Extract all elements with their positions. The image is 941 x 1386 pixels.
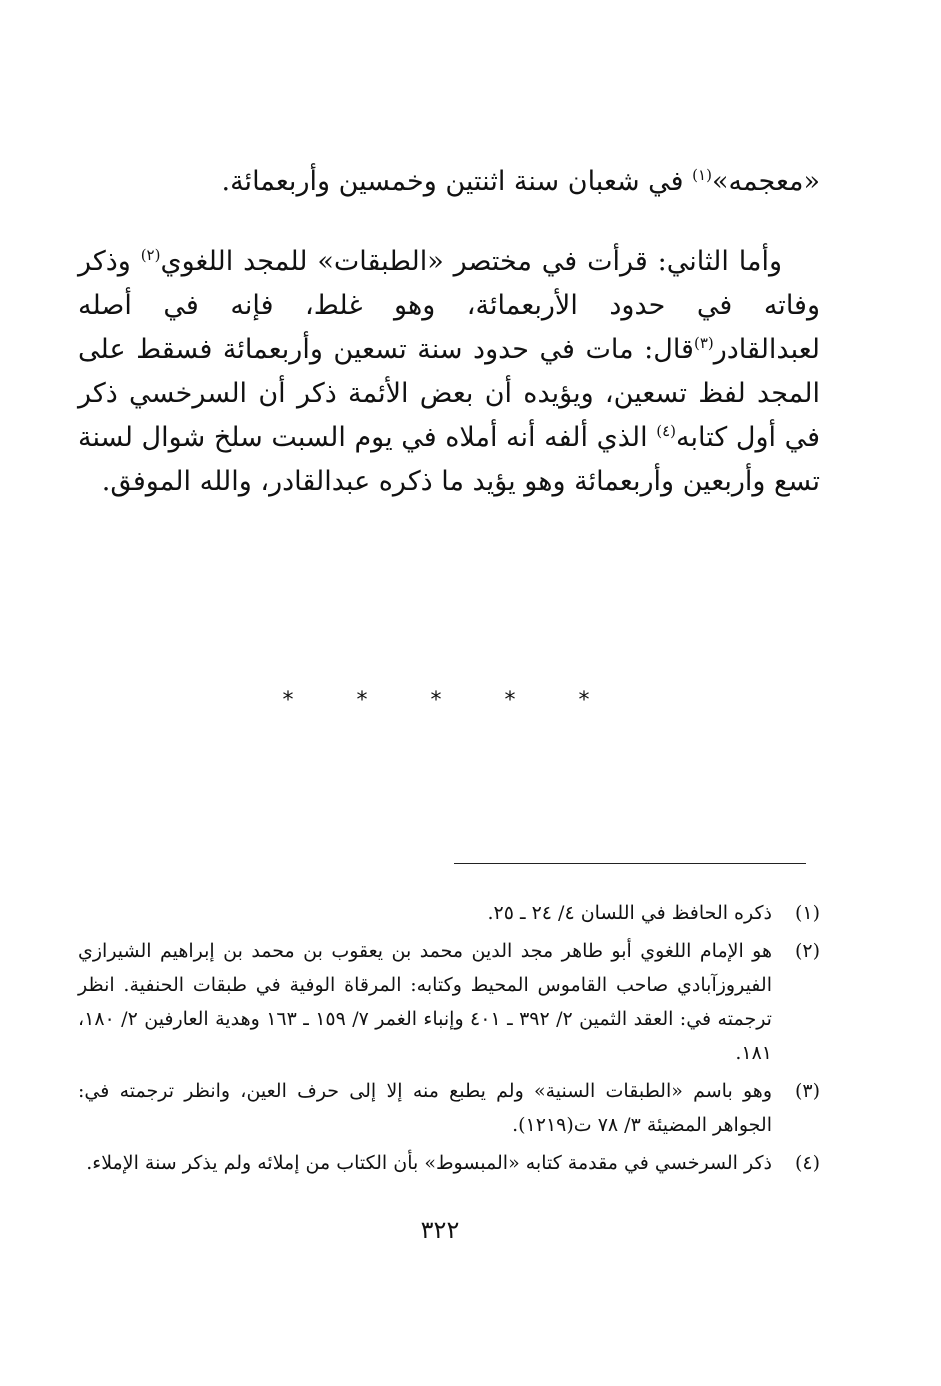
footnote-ref-1: (١) — [692, 166, 712, 184]
footnote-text: ذكر السرخسي في مقدمة كتابه «المبسوط» بأن الكتاب من إملائه ولم يذكر سنة الإملاء. — [86, 1152, 772, 1174]
footnote-ref-3: (٣) — [693, 334, 714, 352]
footnote-item — [78, 1074, 820, 1142]
paragraph-text-3: قال: مات في حدود سنة تسعين وأربعمائة فسقط على المجد لفظ تسعين، ويؤيده أن بعض الأئمة ذكر أن السرخسي ذكر في أول كتابه — [78, 334, 820, 453]
main-paragraph — [78, 240, 820, 504]
paragraph-text-1: وأما الثاني: قرأت في مختصر «الطبقات» للمجد اللغوي — [160, 246, 782, 277]
footnote-number: (١) — [794, 902, 820, 924]
footnote-ref-2: (٢) — [140, 246, 161, 264]
footnote-text: وهو باسم «الطبقات السنية» ولم يطبع منه إلا إلى حرف العين، وانظر ترجمته في: الجواهر المضيئة ٣/ ٧٨ ت(١٢١٩). — [78, 1080, 772, 1136]
continuation-text-post: في شعبان سنة اثنتين وخمسين وأربعمائة. — [221, 166, 693, 197]
footnote-item — [78, 934, 820, 1070]
continuation-line — [78, 160, 820, 204]
footnote-number: (٣) — [794, 1080, 820, 1102]
footnote-divider — [454, 863, 806, 864]
footnotes-section — [78, 896, 820, 1184]
paragraph-text-2: وذكر وفاته في حدود الأربعمائة، وهو غلط، فإنه في أصله لعبدالقادر — [78, 246, 820, 365]
continuation-text-pre: «معجمه» — [711, 166, 820, 197]
footnote-number: (٤) — [794, 1152, 820, 1174]
footnote-text: ذكره الحافظ في اللسان ٤/ ٢٤ ـ ٢٥. — [487, 902, 772, 924]
paragraph-text-4: الذي ألفه أنه أملاه في يوم السبت سلخ شوال لسنة تسع وأربعين وأربعمائة وهو يؤيد ما ذكره عبدالقادر، والله الموفق. — [78, 422, 820, 497]
page-number: ٣٢٢ — [420, 1216, 460, 1244]
footnote-text: هو الإمام اللغوي أبو طاهر مجد الدين محمد بن يعقوب بن محمد بن إبراهيم الشيرازي الفيروزآبادي صاحب القاموس المحيط وكتابه: المرقاة الوفية في طبقات الحنفية. انظر ترجمته في: العقد الثمين ٢/ ٣٩٢ ـ ٤٠١ وإنباء الغمر ٧/ ١٥٩ ـ ١٦٣ وهدية العارفين ٢/ ١٨٠، ١٨١. — [78, 940, 772, 1064]
footnote-ref-4: (٤) — [656, 422, 677, 440]
footnote-item — [78, 1146, 820, 1180]
footnote-number: (٢) — [794, 940, 820, 962]
footnote-item — [78, 896, 820, 930]
section-separator: * * * * * — [282, 688, 618, 713]
